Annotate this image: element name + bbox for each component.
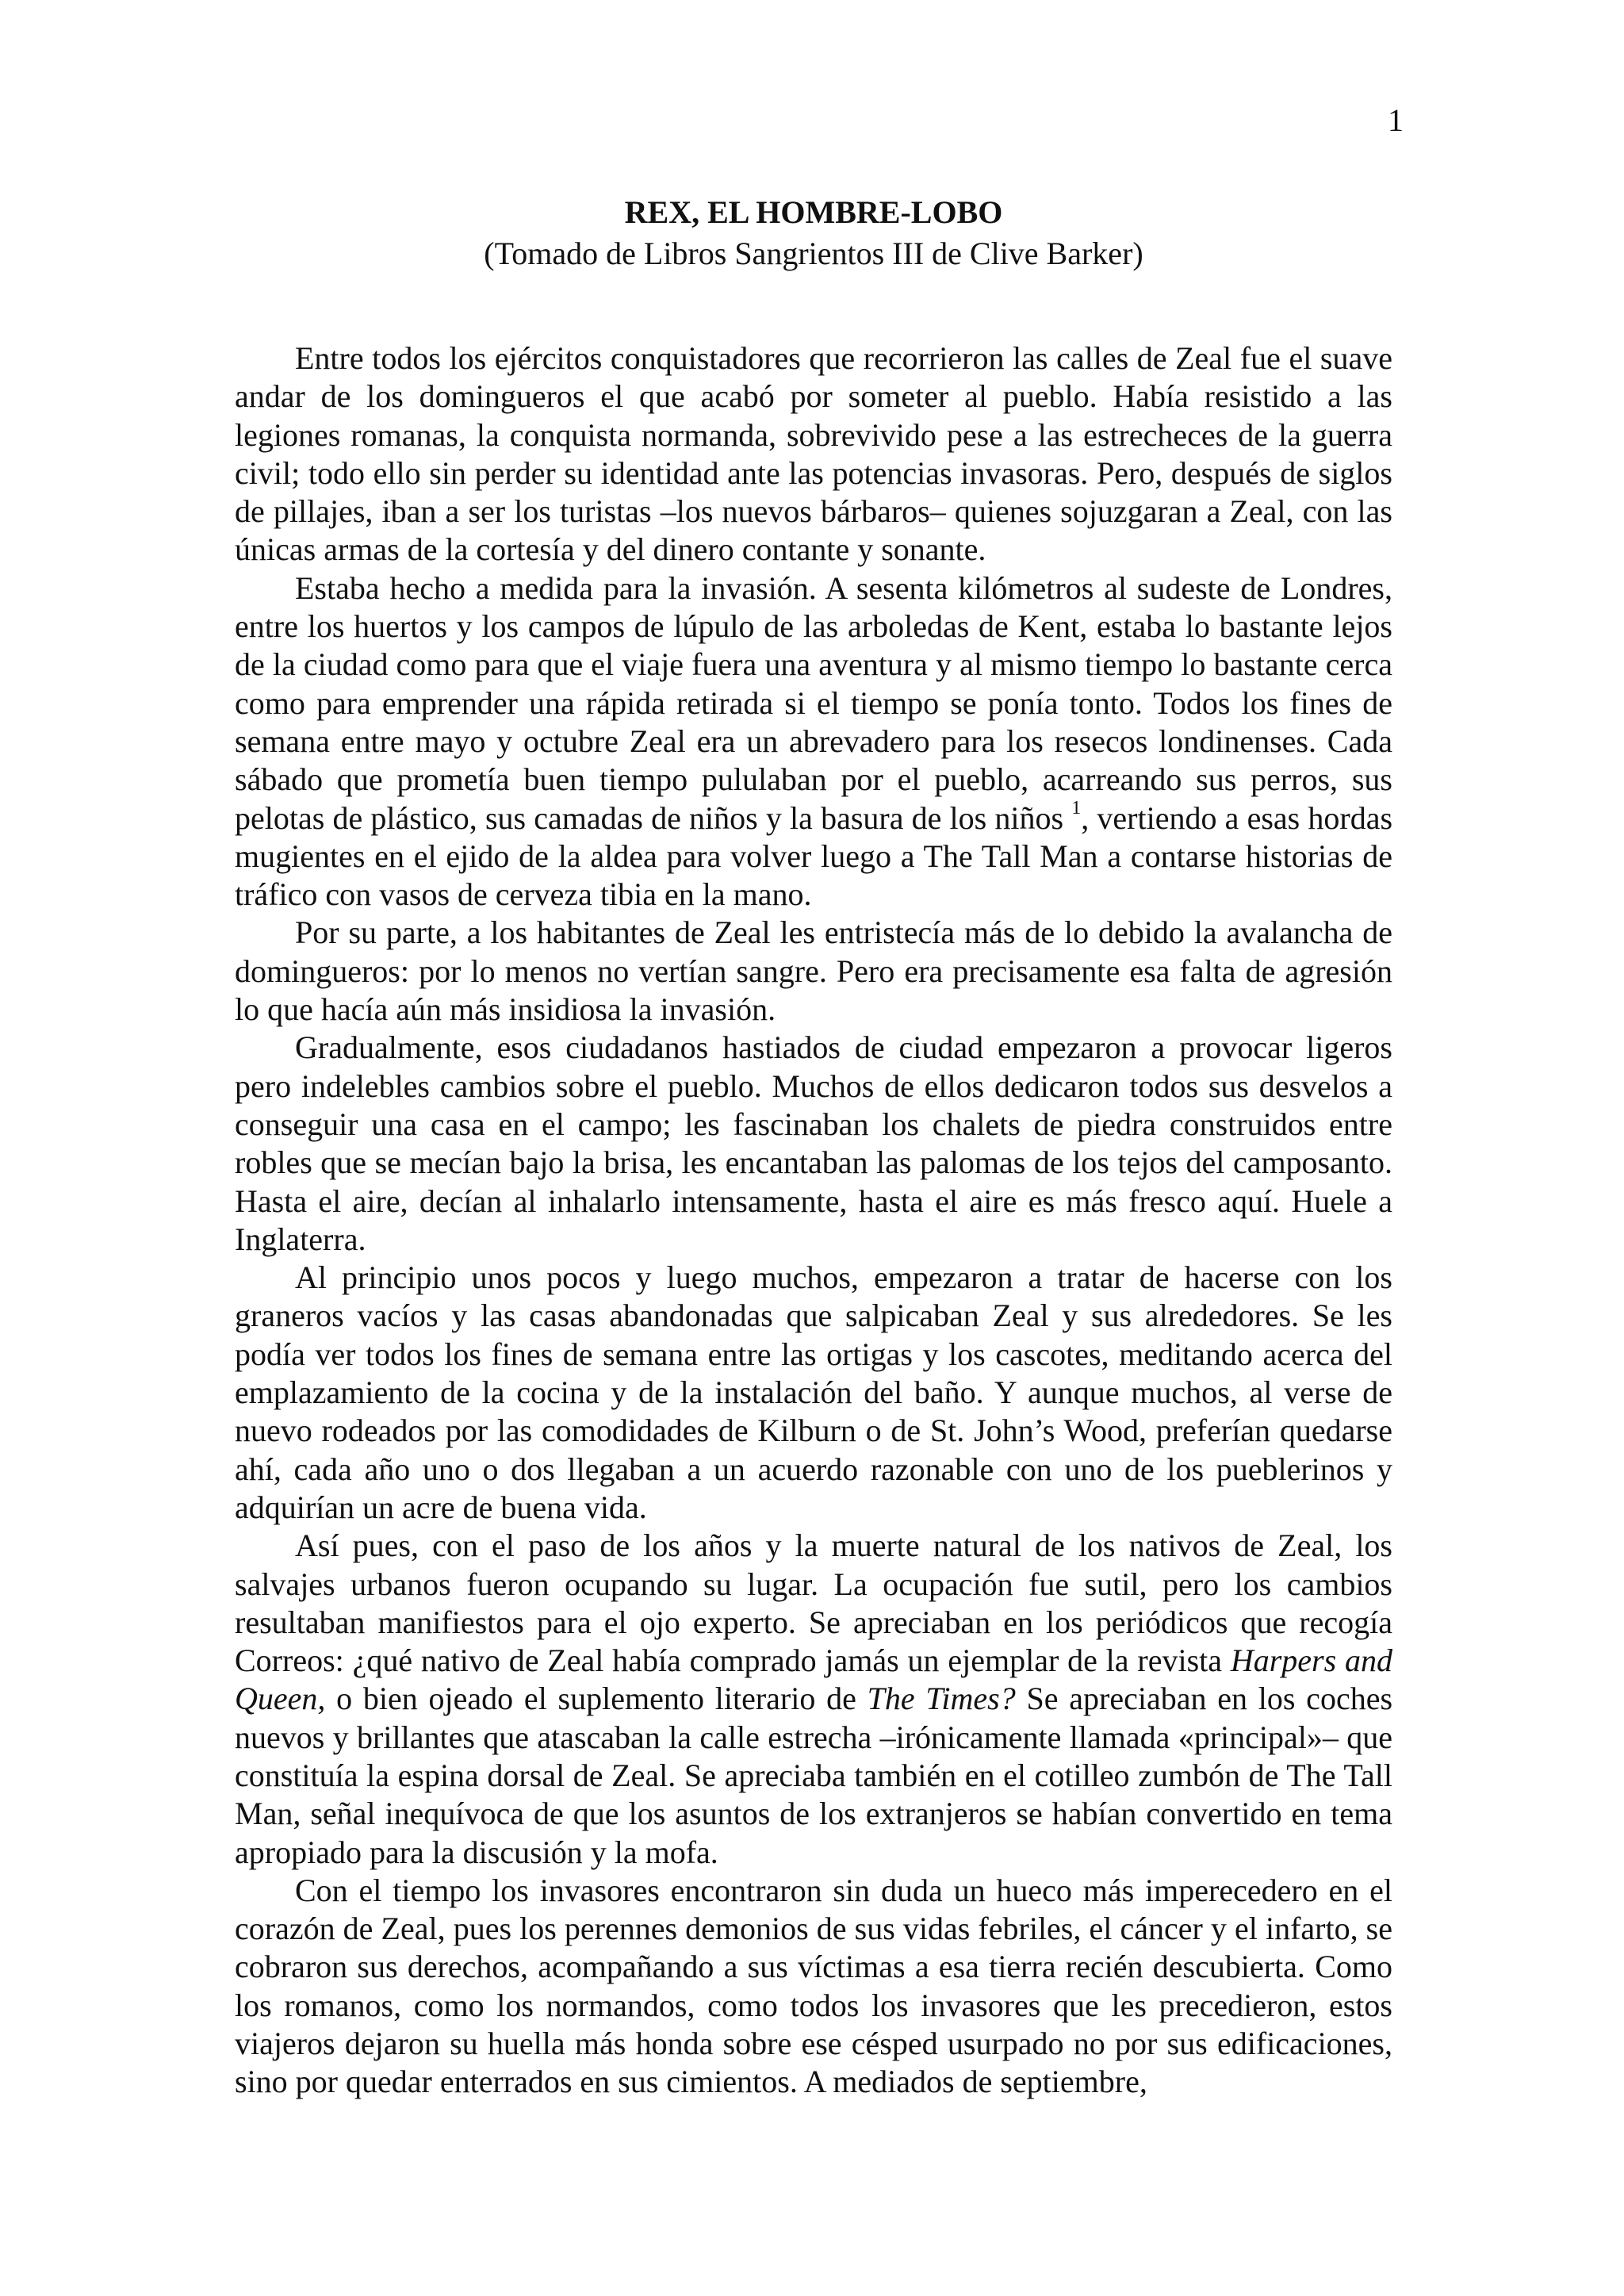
paragraph-2-part-b: , vertiendo a esas hordas mugientes en el ejido de la aldea para volver luego a The Tall Man a contarse historias de tráfico con vasos de cerveza tibia en la mano. [235,799,1393,913]
footnote-marker: 1 [1071,798,1082,819]
paragraph-5: Al principio unos pocos y luego muchos, empezaron a tratar de hacerse con los graneros vacíos y las casas abandonadas que salpicaban Zeal y sus alrededores. Se les podía ver todos los fines de semana entre las ortigas y los cascotes, meditando acerca del emplazamiento de la cocina y de la instalación del baño. Y aunque muchos, al verse de nuevo rodeados por las comodidades de Kilburn o de St. John’s Wood, preferían quedarse ahí, cada año uno o dos llegaban a un acuerdo razonable con uno de los pueblerinos y adquirían un acre de buena vida. [235,1259,1392,1525]
paragraph-6 [235,1527,1392,1872]
page-number: 1 [1388,102,1404,138]
paragraph-6-part-b: o bien ojeado el suplemento literario de [325,1681,868,1717]
document-subtitle: (Tomado de Libros Sangrientos III de Clive Barker) [484,236,1143,271]
paragraph-6-part-a: Así pues, con el paso de los años y la muerte natural de los nativos de Zeal, los salvajes urbanos fueron ocupando su lugar. La ocupación fue sutil, pero los cambios resultaban manifiestos para el ojo experto. Se apreciaban en los periódicos que recogía Correos: ¿qué nativo de Zeal había comprado jamás un ejemplar de la revista [235,1527,1392,1679]
document-title: REX, EL HOMBRE-LOBO [624,194,1003,230]
body-text [235,339,1392,2102]
magazine-title: Harpers and Queen, [235,1642,1393,1717]
paragraph-7: Con el tiempo los invasores encontraron sin duda un hueco más imperecedero en el corazón de Zeal, pues los perennes demonios de sus vidas febriles, el cáncer y el infarto, se cobraron sus derechos, acompañando a sus víctimas a esa tierra recién descubierta. Como los romanos, como los normandos, como todos los invasores que les precedieron, estos viajeros dejaron su huella más honda sobre ese césped usurpado no por sus edificaciones, sino por quedar enterrados en sus cimientos. A mediados de septiembre, [235,1872,1392,2100]
newspaper-title: The Times? [867,1681,1016,1717]
paragraph-2-part-a: Estaba hecho a medida para la invasión. A sesenta kilómetros al sudeste de Londres, entre los huertos y los campos de lúpulo de las arboledas de Kent, estaba lo bastante lejos de la ciudad como para que el viaje fuera una aventura y al mismo tiempo lo bastante cerca como para emprender una rápida retirada si el tiempo se ponía tonto. Todos los fines de semana entre mayo y octubre Zeal era un abrevadero para los resecos londinenses. Cada sábado que prometía buen tiempo pululaban por el pueblo, acarreando sus perros, sus pelotas de plástico, sus camadas de niños y la basura de los niños [235,569,1392,836]
paragraph-4: Gradualmente, esos ciudadanos hastiados de ciudad empezaron a provocar ligeros pero indelebles cambios sobre el pueblo. Muchos de ellos dedicaron todos sus desvelos a conseguir una casa en el campo; les fascinaban los chalets de piedra construidos entre robles que se mecían bajo la brisa, les encantaban las palomas de los tejos del camposanto. Hasta el aire, decían al inhalarlo intensamente, hasta el aire es más fresco aquí. Huele a Inglaterra. [235,1029,1392,1257]
paragraph-3: Por su parte, a los habitantes de Zeal les entristecía más de lo debido la avalancha de domingueros: por lo menos no vertían sangre. Pero era precisamente esa falta de agresión lo que hacía aún más insidiosa la invasión. [235,914,1392,1028]
paragraph-1: Entre todos los ejércitos conquistadores que recorrieron las calles de Zeal fue el suave andar de los domingueros el que acabó por someter al pueblo. Había resistido a las legiones romanas, la conquista normanda, sobrevivido pese a las estrecheces de la guerra civil; todo ello sin perder su identidad ante las potencias invasoras. Pero, después de siglos de pillajes, iban a ser los turistas –los nuevos bárbaros– quienes sojuzgaran a Zeal, con las únicas armas de la cortesía y del dinero contante y sonante. [235,340,1392,568]
paragraph-2 [235,569,1392,914]
paragraph-6-part-c: Se apreciaban en los coches nuevos y brillantes que atascaban la calle estrecha –irónicamente llamada «principal»– que constituía la espina dorsal de Zeal. Se apreciaba también en el cotilleo zumbón de The Tall Man, señal inequívoca de que los asuntos de los extranjeros se habían convertido en tema apropiado para la discusión y la mofa. [235,1681,1393,1870]
title-block [235,194,1392,273]
